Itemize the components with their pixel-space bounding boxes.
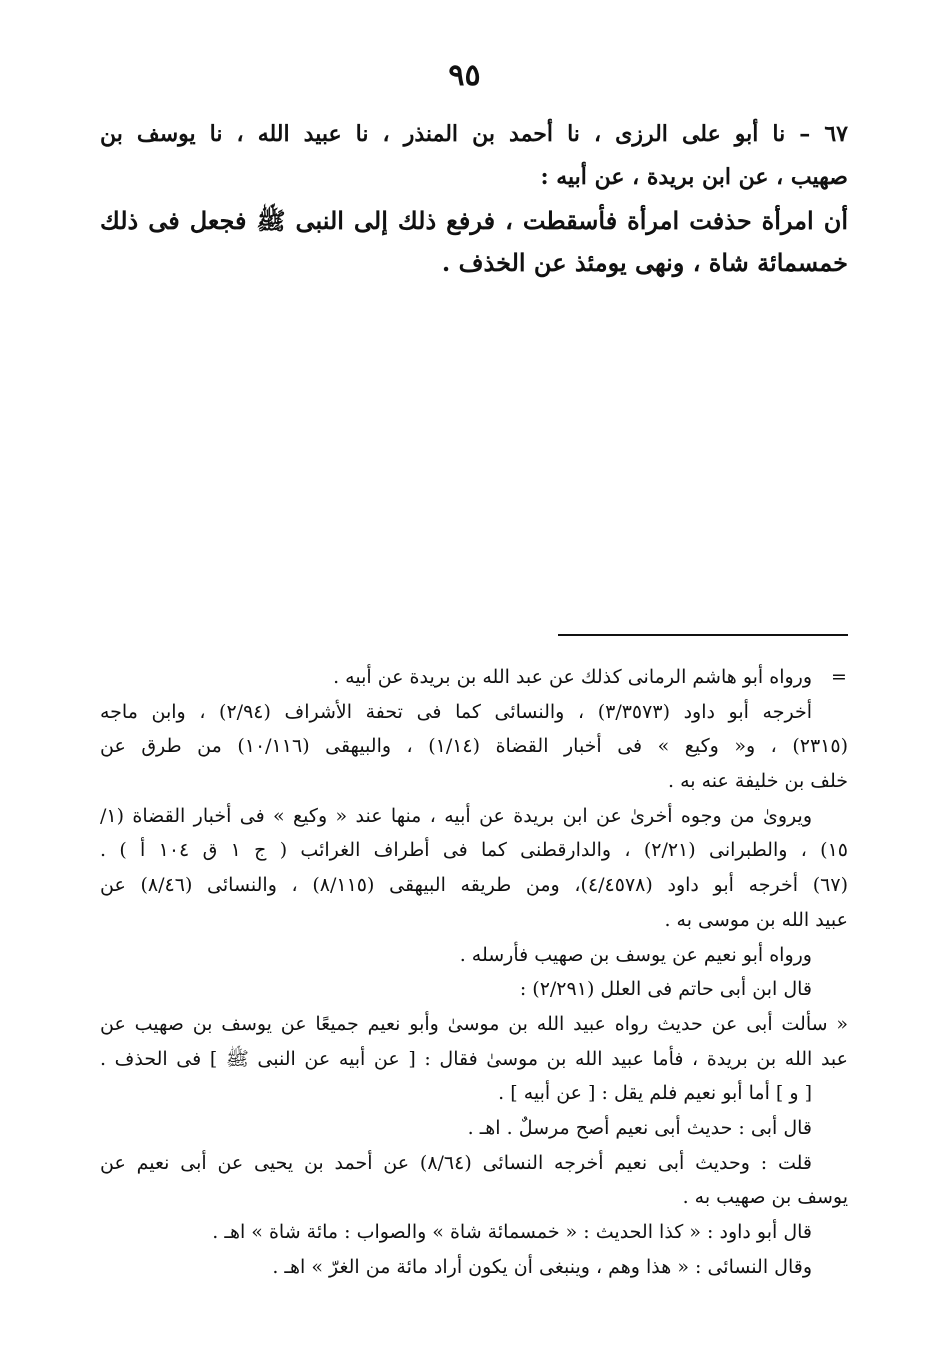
footnote-line: قال ابن أبى حاتم فى العلل (٢/٢٩١) : — [519, 978, 812, 1001]
footnote-line: خلف بن خليفة عنه به . — [668, 770, 848, 793]
hadith-body — [100, 114, 848, 284]
footnote-line: عبيد الله بن موسى به . — [664, 908, 848, 931]
footnote-line: (٢٣١٥) ، و« وكيع » فى أخبار القضاة (١/١٤) ، والبيهقى (١٠/١١٦) من طرق عن — [100, 735, 848, 758]
footnote-line: ورواه أبو هاشم الرمانى كذلك عن عبد الله بن بريدة عن أبيه . — [333, 666, 812, 688]
matn-line-2: خمسمائة شاة ، ونهى يومئذ عن الخذف . — [441, 248, 848, 277]
matn-line-1: أن امرأة حذفت امرأة فأسقطت ، فرفع ذلك إلى النبى ﷺ فجعل فى ذلك — [100, 206, 848, 235]
footnote-line: ورواه أبو نعيم عن يوسف بن صهيب فأرسله . — [459, 943, 812, 966]
footnotes — [100, 660, 848, 1284]
footnote-line: وقال النسائى : « هذا وهم ، وينبغى أن يكون أراد مائة من الغرّ » اهـ . — [272, 1255, 812, 1278]
footnote-line: قال أبى : حديث أبى نعيم أصح مرسلٌ . اهـ . — [467, 1116, 812, 1139]
footnote-line: يوسف بن صهيب به . — [682, 1186, 848, 1209]
page-number: ٩٥ — [448, 58, 481, 93]
footnote-line: « سألت أبى عن حديث رواه عبيد الله بن موسىٰ وأبو نعيم جميعًا عن يوسف بن صهيب عن — [100, 1012, 848, 1035]
footnote-line: ١٥) ، والطبرانى (٢/٢١) ، والدارقطنى كما فى أطراف الغرائب ( ج ١ ق ١٠٤ أ ) . — [100, 839, 848, 862]
footnote-line: أخرجه أبو داود (٣/٣٥٧٣) ، والنسائى كما فى تحفة الأشراف (٢/٩٤) ، وابن ماجه — [100, 700, 812, 723]
footnote-line: قال أبو داود : « كذا الحديث : « خمسمائة شاة » والصواب : مائة شاة » اهـ . — [212, 1221, 812, 1243]
footnote-line: قلت : وحديث أبى نعيم أخرجه النسائى (٨/٦٤) عن أحمد بن يحيى عن أبى نعيم عن — [100, 1151, 812, 1174]
footnote-divider — [558, 634, 848, 636]
isnad-line-1: ٦٧ – نا أبو على الرزى ، نا أحمد بن المنذر ، نا عبيد الله ، نا يوسف بن — [100, 121, 848, 147]
footnote-line: (٦٧) أخرجه أبو داود (٤/٤٥٧٨)، ومن طريقه البيهقى (٨/١١٥) ، والنسائى (٨/٤٦) عن — [100, 874, 848, 897]
footnote-continuation-mark: = — [831, 666, 847, 688]
isnad-line-2: صهيب ، عن ابن بريدة ، عن أبيه : — [540, 164, 848, 190]
footnote-line: [ و ] أما أبو نعيم فلم يقل : [ عن أبيه ] . — [498, 1082, 812, 1105]
footnote-line: ويروىٰ من وجوه أخرىٰ عن ابن بريدة عن أبيه ، منها عند « وكيع » فى أخبار القضاة (١/ — [100, 804, 812, 827]
footnote-line: عبد الله بن بريدة ، فأما عبيد الله بن موسىٰ فقال : [ عن أبيه عن النبى ﷺ ] فى الحذف . — [100, 1047, 848, 1070]
